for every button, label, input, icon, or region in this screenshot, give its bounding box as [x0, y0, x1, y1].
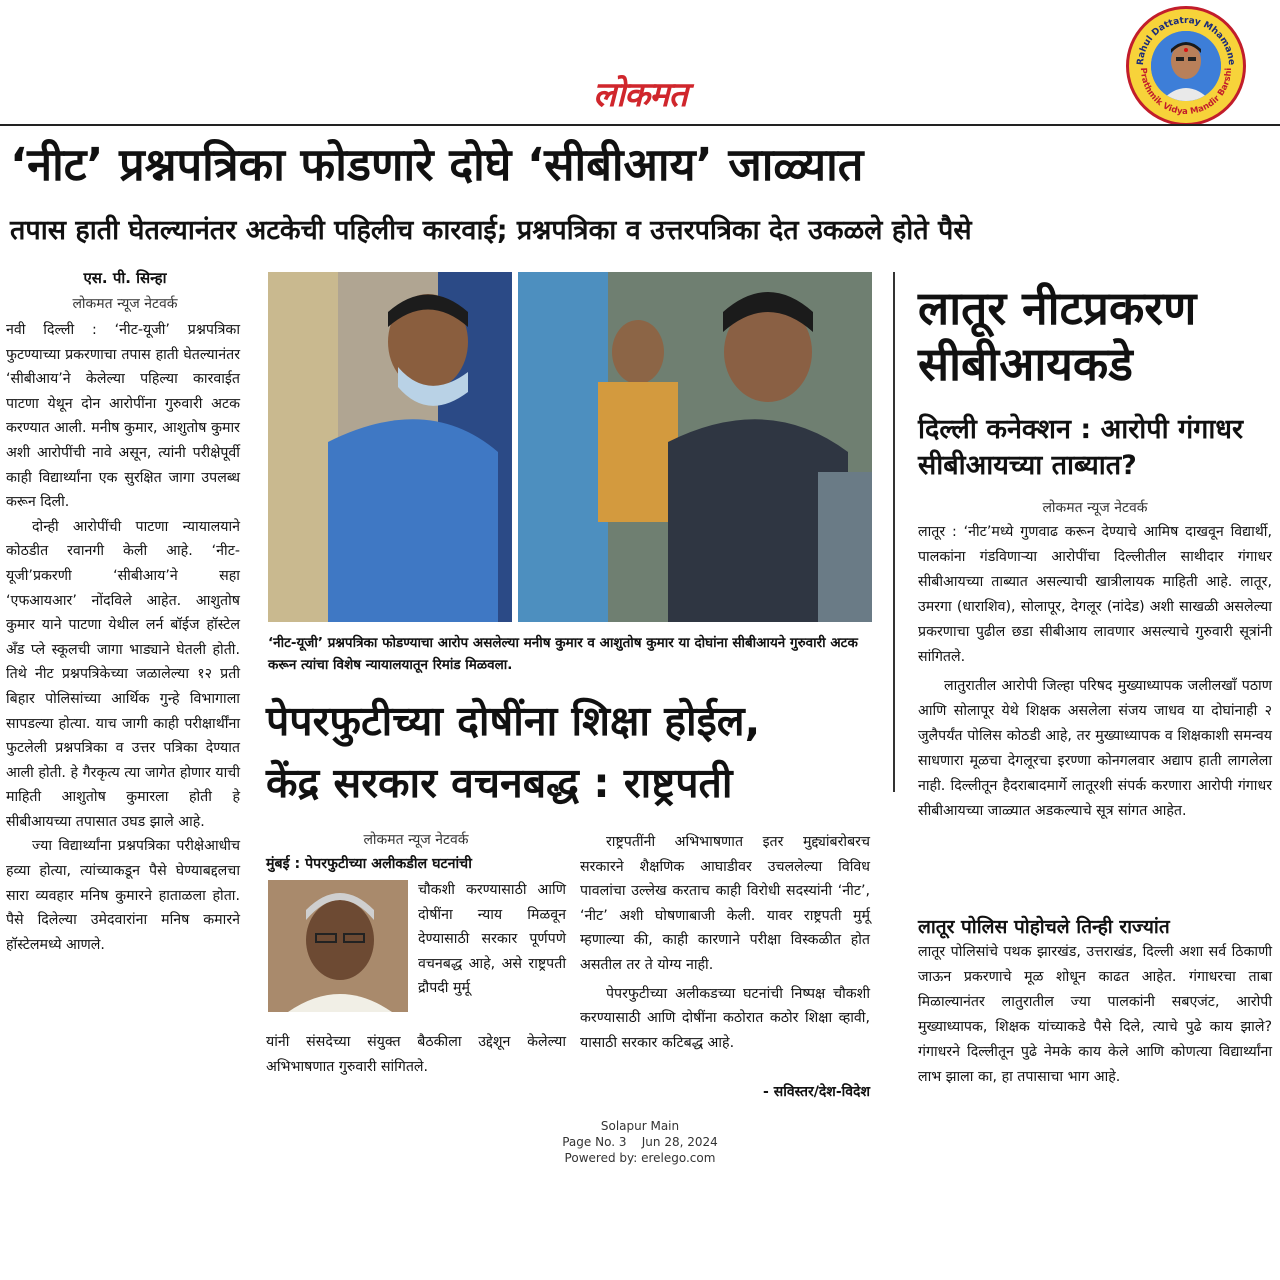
arrest-photo-right: [518, 272, 872, 622]
byline: एस. पी. सिन्हा: [83, 269, 167, 287]
agency-credit: लोकमत न्यूज नेटवर्क: [72, 296, 178, 312]
footer-edition: Solapur Main: [600, 1119, 680, 1133]
latur-inner-heading: लातूर पोलिस पोहोचले तिन्ही राज्यांत: [918, 916, 1170, 938]
latur-headline: लातूर नीटप्रकरण सीबीआयकडे: [918, 281, 1197, 391]
president-col2: [580, 830, 870, 1055]
left-story-body: [6, 318, 240, 957]
president-lead: मुंबई : पेपरफुटीच्या अलीकडील घटनांची: [266, 856, 472, 872]
president-headline-line2: केंद्र सरकार वचनबद्ध : राष्ट्रपती: [266, 759, 733, 807]
photo-caption: ‘नीट-यूजी’ प्रश्नपत्रिका फोडण्याचा आरोप असलेल्या मनीष कुमार व आशुतोष कुमार या दोघांना सीबीआयने गुरुवारी अटक करून त्यांचा विशेष न्यायालयातून रिमांड मिळवला.: [268, 635, 858, 673]
main-headline: ‘नीट’ प्रश्नपत्रिका फोडणारे दोघे ‘सीबीआय’ जाळ्यात: [10, 138, 864, 191]
latur-paragraph: लातूर : ‘नीट’मध्ये गुणवाढ करून देण्याचे आमिष दाखवून विद्यार्थी, पालकांना गंडविणाऱ्या आरोपींचा दिल्लीतील साथीदार गंगाधर सीबीआयच्या ताब्यात असल्याची खात्रीलायक माहिती आहे. लातूर, उमरगा (धाराशिव), सोलापूर, देगलूर (नांदेड) अशी साखळी असलेल्या प्रकरणाचा पुढील छडा सीबीआय लावणार असल्याचे गुरुवारी सूत्रांनी सांगितले.: [918, 524, 1272, 665]
left-paragraph: दोन्ही आरोपींची पाटणा न्यायालयाने कोठडीत रवानगी केली आहे. ‘नीट-यूजी’प्रकरणी ‘सीबीआय’ने सहा ‘एफआयआर’ नोंदविले आहेत. आशुतोष कुमार याने पाटणा येथील लर्न बॉईज हॉस्टेल अँड प्ले स्कूलची जागा भाड्याने घेतली होती. तिथे नीट प्रश्नपत्रिकेच्या जळालेल्या १२ प्रती बिहार पोलिसांच्या आर्थिक गुन्हे विभागाला सापडल्या होत्या. याच जागी काही परीक्षार्थींना फुटलेली प्रश्नपत्रिका व उत्तर पत्रिका देण्यात आली होती. हे गैरकृत्य त्या जागेत होणार याची माहिती आशुतोष कुमारला होती हे सीबीआयच्या तपासात उघड झाले आहे.: [6, 518, 240, 830]
footer-page: Page No. 3: [562, 1135, 627, 1149]
header-rule: [0, 124, 1280, 126]
masthead-logo: लोकमत: [593, 75, 687, 115]
president-col2-paragraph: राष्ट्रपतींनी अभिभाषणात इतर मुद्द्यांबरोबरच सरकारने शैक्षणिक आघाडीवर उचललेल्या विविध पावलांचा उल्लेख करताच काही विरोधी सदस्यांनी ‘नीट’, ‘नीट’ अशी घोषणाबाजी केली. यावर राष्ट्रपती मुर्मू म्हणाल्या की, काही कारणाने परीक्षा विस्कळीत होत असतील तर ते योग्य नाही.: [580, 834, 870, 973]
president-col2-paragraph: पेपरफुटीच्या अलीकडच्या घटनांची निष्पक्ष चौकशी करण्यासाठी आणि दोषींना कठोरात कठोर शिक्षा व्हावी, यासाठी सरकार कटिबद्ध आहे.: [580, 985, 870, 1051]
page-footer: [0, 1118, 1280, 1166]
footer-powered: Powered by: erelego.com: [564, 1151, 716, 1165]
latur-paragraph: लातुरातील आरोपी जिल्हा परिषद मुख्याध्यापक जलीलखाँ पठाण आणि सोलापूर येथे शिक्षक असलेला संजय जाधव या दोघांनाही २ जुलैपर्यंत पोलिस कोठडी आहे, तर मुख्याध्यापक व शिक्षकाशी समन्वय साधणारा मूळचा देगलूरचा इरण्णा कोनगलवार अद्याप हाती लागलेला नाही. दिल्लीतून हैदराबादमार्गे लातूरशी संपर्क करणारा आरोपी गंगाधर सीबीआयच्या जाळ्यात अडकल्याचे सूत्र सांगत आहेत.: [918, 678, 1272, 819]
profile-badge: [1126, 6, 1246, 126]
column-divider: [893, 272, 895, 792]
president-beside-photo: चौकशी करण्यासाठी आणि दोषींना न्याय मिळवून देण्यासाठी सरकार पूर्णपणे वचनबद्ध आहे, असे राष्ट्रपती द्रौपदी मुर्मू: [418, 882, 566, 997]
footer-date: Jun 28, 2024: [641, 1135, 718, 1149]
arrest-photo-left: [268, 272, 512, 622]
latur-paragraph: लातूर पोलिसांचे पथक झारखंड, उत्तराखंड, दिल्ली अशा सर्व ठिकाणी जाऊन प्रकरणाचे मूळ शोधून काढत आहेत. गंगाधरचा ताबा मिळाल्यानंतर लातुरातील ज्या पालकांनी सबएजंट, आरोपी मुख्याध्यापक, शिक्षक यांच्याकडे पैसे दिले, त्याचे पुढे काय झाले? गंगाधरने दिल्लीतून पुढे नेमके काय केले आणि कोणत्या विद्यार्थ्यांना लाभ झाला का, हा तपासाचा भाग आहे.: [918, 944, 1272, 1085]
badge-school: Prathmik Vidya Mandir Barshi: [1137, 67, 1235, 118]
president-after-photo: यांनी संसदेच्या संयुक्त बैठकीला उद्देशून केलेल्या अभिभाषणात गुरुवारी सांगितले.: [266, 1034, 566, 1075]
badge-name: Rahul Dattatray Mhamane: [1135, 16, 1237, 66]
badge-portrait: [1151, 31, 1221, 101]
footer-page-date: [0, 1134, 1280, 1150]
left-paragraph: ज्या विद्यार्थ्यांना प्रश्नपत्रिका परीक्षेआधीच हव्या होत्या, त्यांच्याकडून पैसे घेण्याबद्दलचा सारा व्यवहार मनिष कुमारने हाताळला होता. पैसे दिलेल्या उमेदवारांना मनिष कमारने हॉस्टेलमध्ये आणले.: [6, 838, 240, 953]
latur-body: [918, 520, 1272, 824]
agency-credit: लोकमत न्यूज नेटवर्क: [363, 832, 469, 848]
president-photo: [268, 880, 408, 1012]
president-headline-line1: पेपरफुटीच्या दोषींना शिक्षा होईल,: [266, 697, 761, 745]
continued-ref: - सविस्तर/देश-विदेश: [763, 1084, 870, 1100]
main-subheadline: तपास हाती घेतल्यानंतर अटकेची पहिलीच कारवाई; प्रश्नपत्रिका व उत्तरपत्रिका देत उकळले होते पैसे: [10, 215, 972, 246]
left-paragraph: नवी दिल्ली : ‘नीट-यूजी’ प्रश्नपत्रिका फुटण्याच्या प्रकरणाचा तपास हाती घेतल्यानंतर ‘सीबीआय’ने केलेल्या पहिल्या कारवाईत पाटणा येथून दोन आरोपींना गुरुवारी अटक करण्यात आली. मनीष कुमार, आशुतोष कुमार अशी आरोपींची नावे असून, त्यांनी परीक्षेपूर्वी काही विद्यार्थ्यांना एक सुरक्षित जागा उपलब्ध करून दिली.: [6, 322, 240, 511]
latur-subheadline: दिल्ली कनेक्शन : आरोपी गंगाधर सीबीआयच्या ताब्यात?: [918, 414, 1244, 481]
agency-credit: लोकमत न्यूज नेटवर्क: [1042, 500, 1148, 516]
